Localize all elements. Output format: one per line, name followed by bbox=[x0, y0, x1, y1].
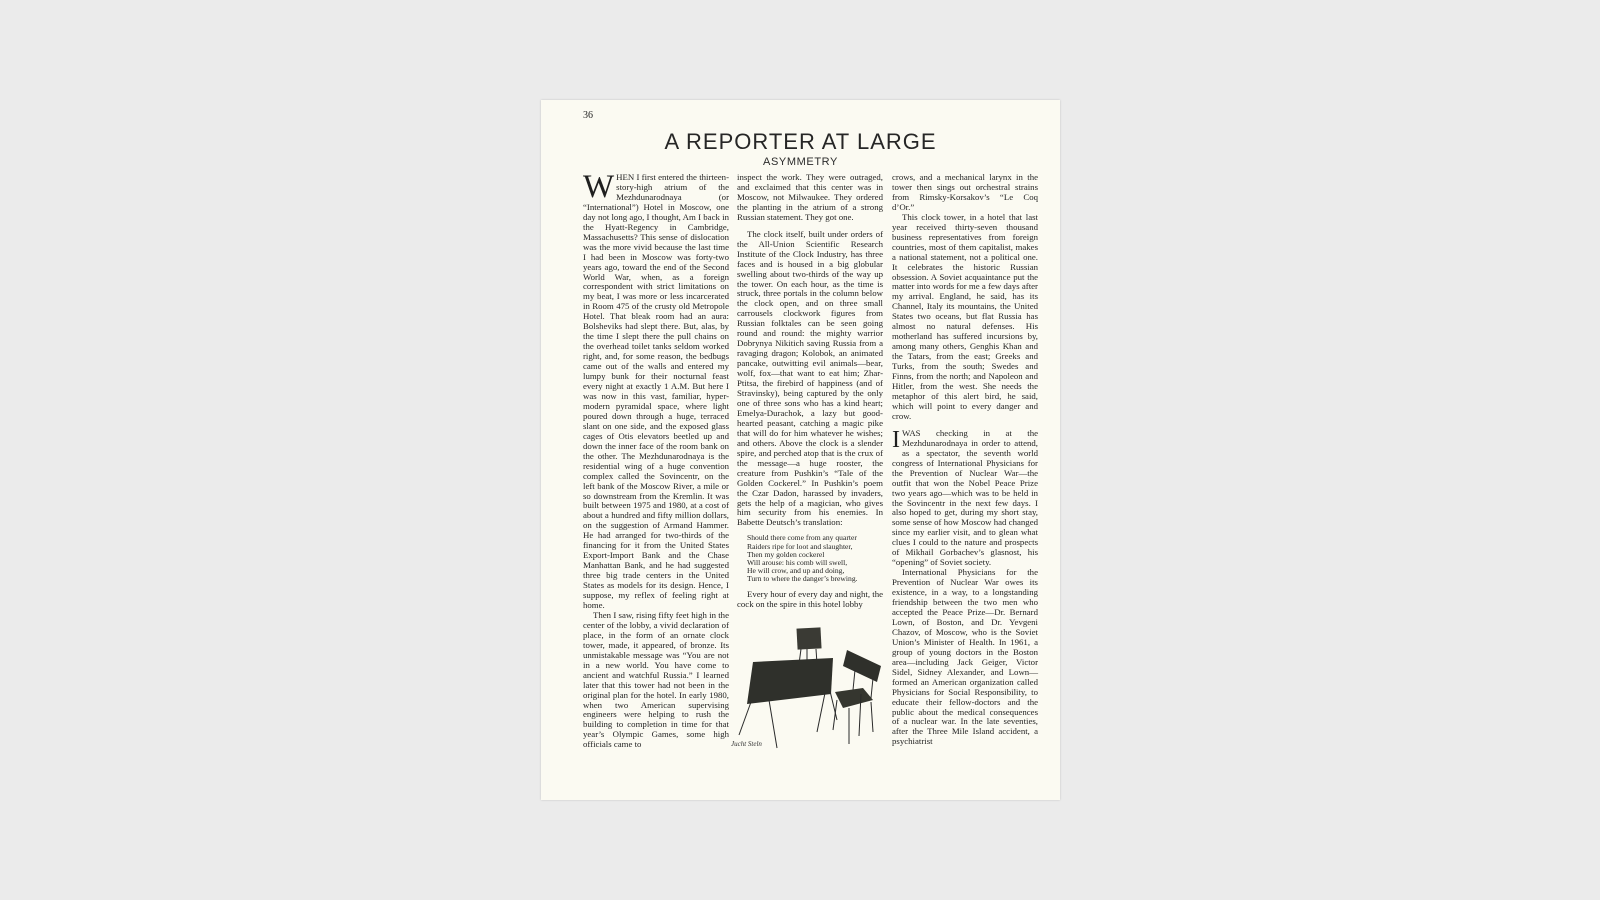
table-and-chairs-illustration bbox=[731, 620, 887, 768]
paragraph: International Physicians for the Prevention of Nuclear War owes its existence, in a way, to a longstanding friendship between the two men who accepted the Peace Prize—Dr. Bernard Lown, of Boston, and Dr. Yevgeni Chazov, of Moscow, who is the Soviet Union’s Minister of Health. In 1961, a group of young doctors in the Boston area—including Jack Geiger, Victor Sidel, Sidney Alexander, and Lown—formed an American organization called Physicians for Social Responsibility, to educate their fellow-doctors and the public about the medical consequences of a nuclear war. In the late seventies, after the Three Mile Island accident, a psychiatrist bbox=[892, 567, 1038, 747]
paragraph: Every hour of every day and night, the cock on the spire in this hotel lobby bbox=[737, 588, 883, 609]
magazine-page bbox=[541, 100, 1060, 800]
paragraph bbox=[583, 169, 729, 611]
verse-line: Then my golden cockerel bbox=[747, 549, 825, 559]
text-column-3 bbox=[892, 173, 1038, 763]
paragraph-text: HEN I first entered the thirteen-story-high atrium of the Mezhdunarodnaya (or “International”) Hotel in Moscow, one day not long ago, I thought, Am I back in the Hyatt-Regency in Cambridge, Massachusetts? This sense of dislocation was the more vivid because the last time I had been in Moscow was forty-two years ago, toward the end of the Second World War, when, as a foreign correspondent with strict limitations on my beat, I was more or less incarcerated in Room 475 of the crusty old Metropole Hotel. That bleak room had an aura: Bolsheviks had slept there. But, alas, by the time I slept there the pull chains on the overhead toilet tanks seldom worked right, and, for some reason, the bedbugs came out of the walls and entered my lumpy bunk for their nocturnal feast every night at exactly 1 A.M. But here I was now in this vast, familiar, hyper-modern pyramidal space, where light poured down through a huge, terraced slant on one side, and the exposed glass cages of Otis elevators beetled up and down the inner face of the room bank on the other. The Mezhdunarodnaya is the residential wing of a huge convention complex called the Sovincentr, on the left bank of the Moscow River, a mile or so downstream from the Kremlin. It was built between 1975 and 1980, at a cost of about a hundred and fifty million dollars, on the suggestion of Armand Hammer. He had arranged for two-thirds of the financing for it from the United States Export-Import Bank and the Chase Manhattan Bank, and he had suggested three big trade centers in the United States as models for its design. Hence, I suppose, my reflex of feeling right at home. bbox=[583, 172, 729, 610]
paragraph: inspect the work. They were outraged, and exclaimed that this center was in Moscow, not Milwaukee. They ordered the planting in the atrium of a strong Russian statement. They got one. bbox=[737, 172, 883, 222]
verse-line: Raiders ripe for loot and slaughter, bbox=[747, 541, 853, 551]
article-headline: A REPORTER AT LARGE bbox=[664, 129, 937, 154]
paragraph bbox=[892, 426, 1038, 568]
paragraph: crows, and a mechanical larynx in the tower then sings out orchestral strains from Rimsky-Korsakov’s “Le Coq d’Or.” bbox=[892, 172, 1038, 212]
text-column-2 bbox=[737, 173, 883, 620]
verse-line: Will arouse: his comb will swell, bbox=[747, 557, 848, 567]
verse-line: He will crow, and up and doing, bbox=[747, 566, 845, 576]
paragraph-text: WAS checking in at the Mezhdunarodnaya in order to attend, as a spectator, the seventh world congress of International Physicians for the Prevention of Nuclear War—the outfit that won the Nobel Peace Prize two years ago—which was to be held in the Sovincentr in the next few days. I also hoped to get, during my short stay, some sense of how Moscow had changed since my earlier visit, and to glean what clues I could to the nature and prospects of Mikhail Gorbachev’s glasnost, his “opening” of Soviet society. bbox=[892, 427, 1038, 568]
page-number: 36 bbox=[583, 110, 593, 121]
drop-cap: W bbox=[583, 169, 615, 205]
article-subhead: ASYMMETRY bbox=[763, 156, 838, 168]
artist-signature: Jucht Steln bbox=[731, 740, 762, 748]
verse-quote bbox=[747, 534, 883, 583]
verse-line: Turn to where the danger’s brewing. bbox=[747, 574, 858, 584]
drop-cap: I bbox=[892, 426, 900, 453]
paragraph: Then I saw, rising fifty feet high in the center of the lobby, a vivid declaration of place, in the form of an ornate clock tower, made, it appeared, of bronze. Its unmistakable message was “You are not in a new world. You have come to ancient and watchful Russia.” I learned later that this tower had not been in the original plan for the hotel. In early 1980, when two American supervising engineers were helping to rush the building to completion in time for that year’s Olympic Games, some high officials came to bbox=[583, 609, 729, 750]
verse-line: Should there come from any quarter bbox=[747, 533, 857, 543]
paragraph: This clock tower, in a hotel that last year received thirty-seven thousand business representatives from foreign countries, most of them capitalist, makes a national statement, not a political one. It celebrates the historic Russian obsession. A Soviet acquaintance put the matter into words for me a few days after my arrival. England, he said, has its Channel, Italy its mountains, the United States two oceans, but flat Russia has almost no natural defenses. His motherland has suffered incursions by, among many others, Genghis Khan and the Tatars, from the east; Greeks and Turks, from the south; Swedes and Finns, from the north; and Napoleon and Hitler, from the west. She needs the metaphor of this alert bird, he said, which will point to every danger and crow. bbox=[892, 211, 1038, 421]
text-column-1 bbox=[583, 169, 729, 763]
paragraph: The clock itself, built under orders of the All-Union Scientific Research Institute of the Clock Industry, has three faces and is housed in a big globular swelling about two-thirds of the way up the tower. On each hour, as the time is struck, three portals in the column below the clock open, and on three small carrousels clockwork figures from Russian folktales can be seen going round and round: the mighty warrior Dobrynya Nikitich saving Russia from a ravaging dragon; Kolobok, an animated pancake, outwitting evil animals—bear, wolf, fox—that want to eat him; Zhar-Ptitsa, the firebird of happiness (and of Stravinsky), being captured by the only one of three sons who has a kind heart; Emelya-Durachok, a lazy but good-hearted peasant, catching a magic pike that will do for him whatever he wishes; and others. Above the clock is a slender spire, and perched atop that is the crux of the message—a huge rooster, the creature from Pushkin’s “Tale of the Golden Cockerel.” In Pushkin’s poem the Czar Dadon, harassed by invaders, gets the help of a magician, who gives him security from his enemies. In Babette Deutsch’s translation: bbox=[737, 228, 883, 528]
